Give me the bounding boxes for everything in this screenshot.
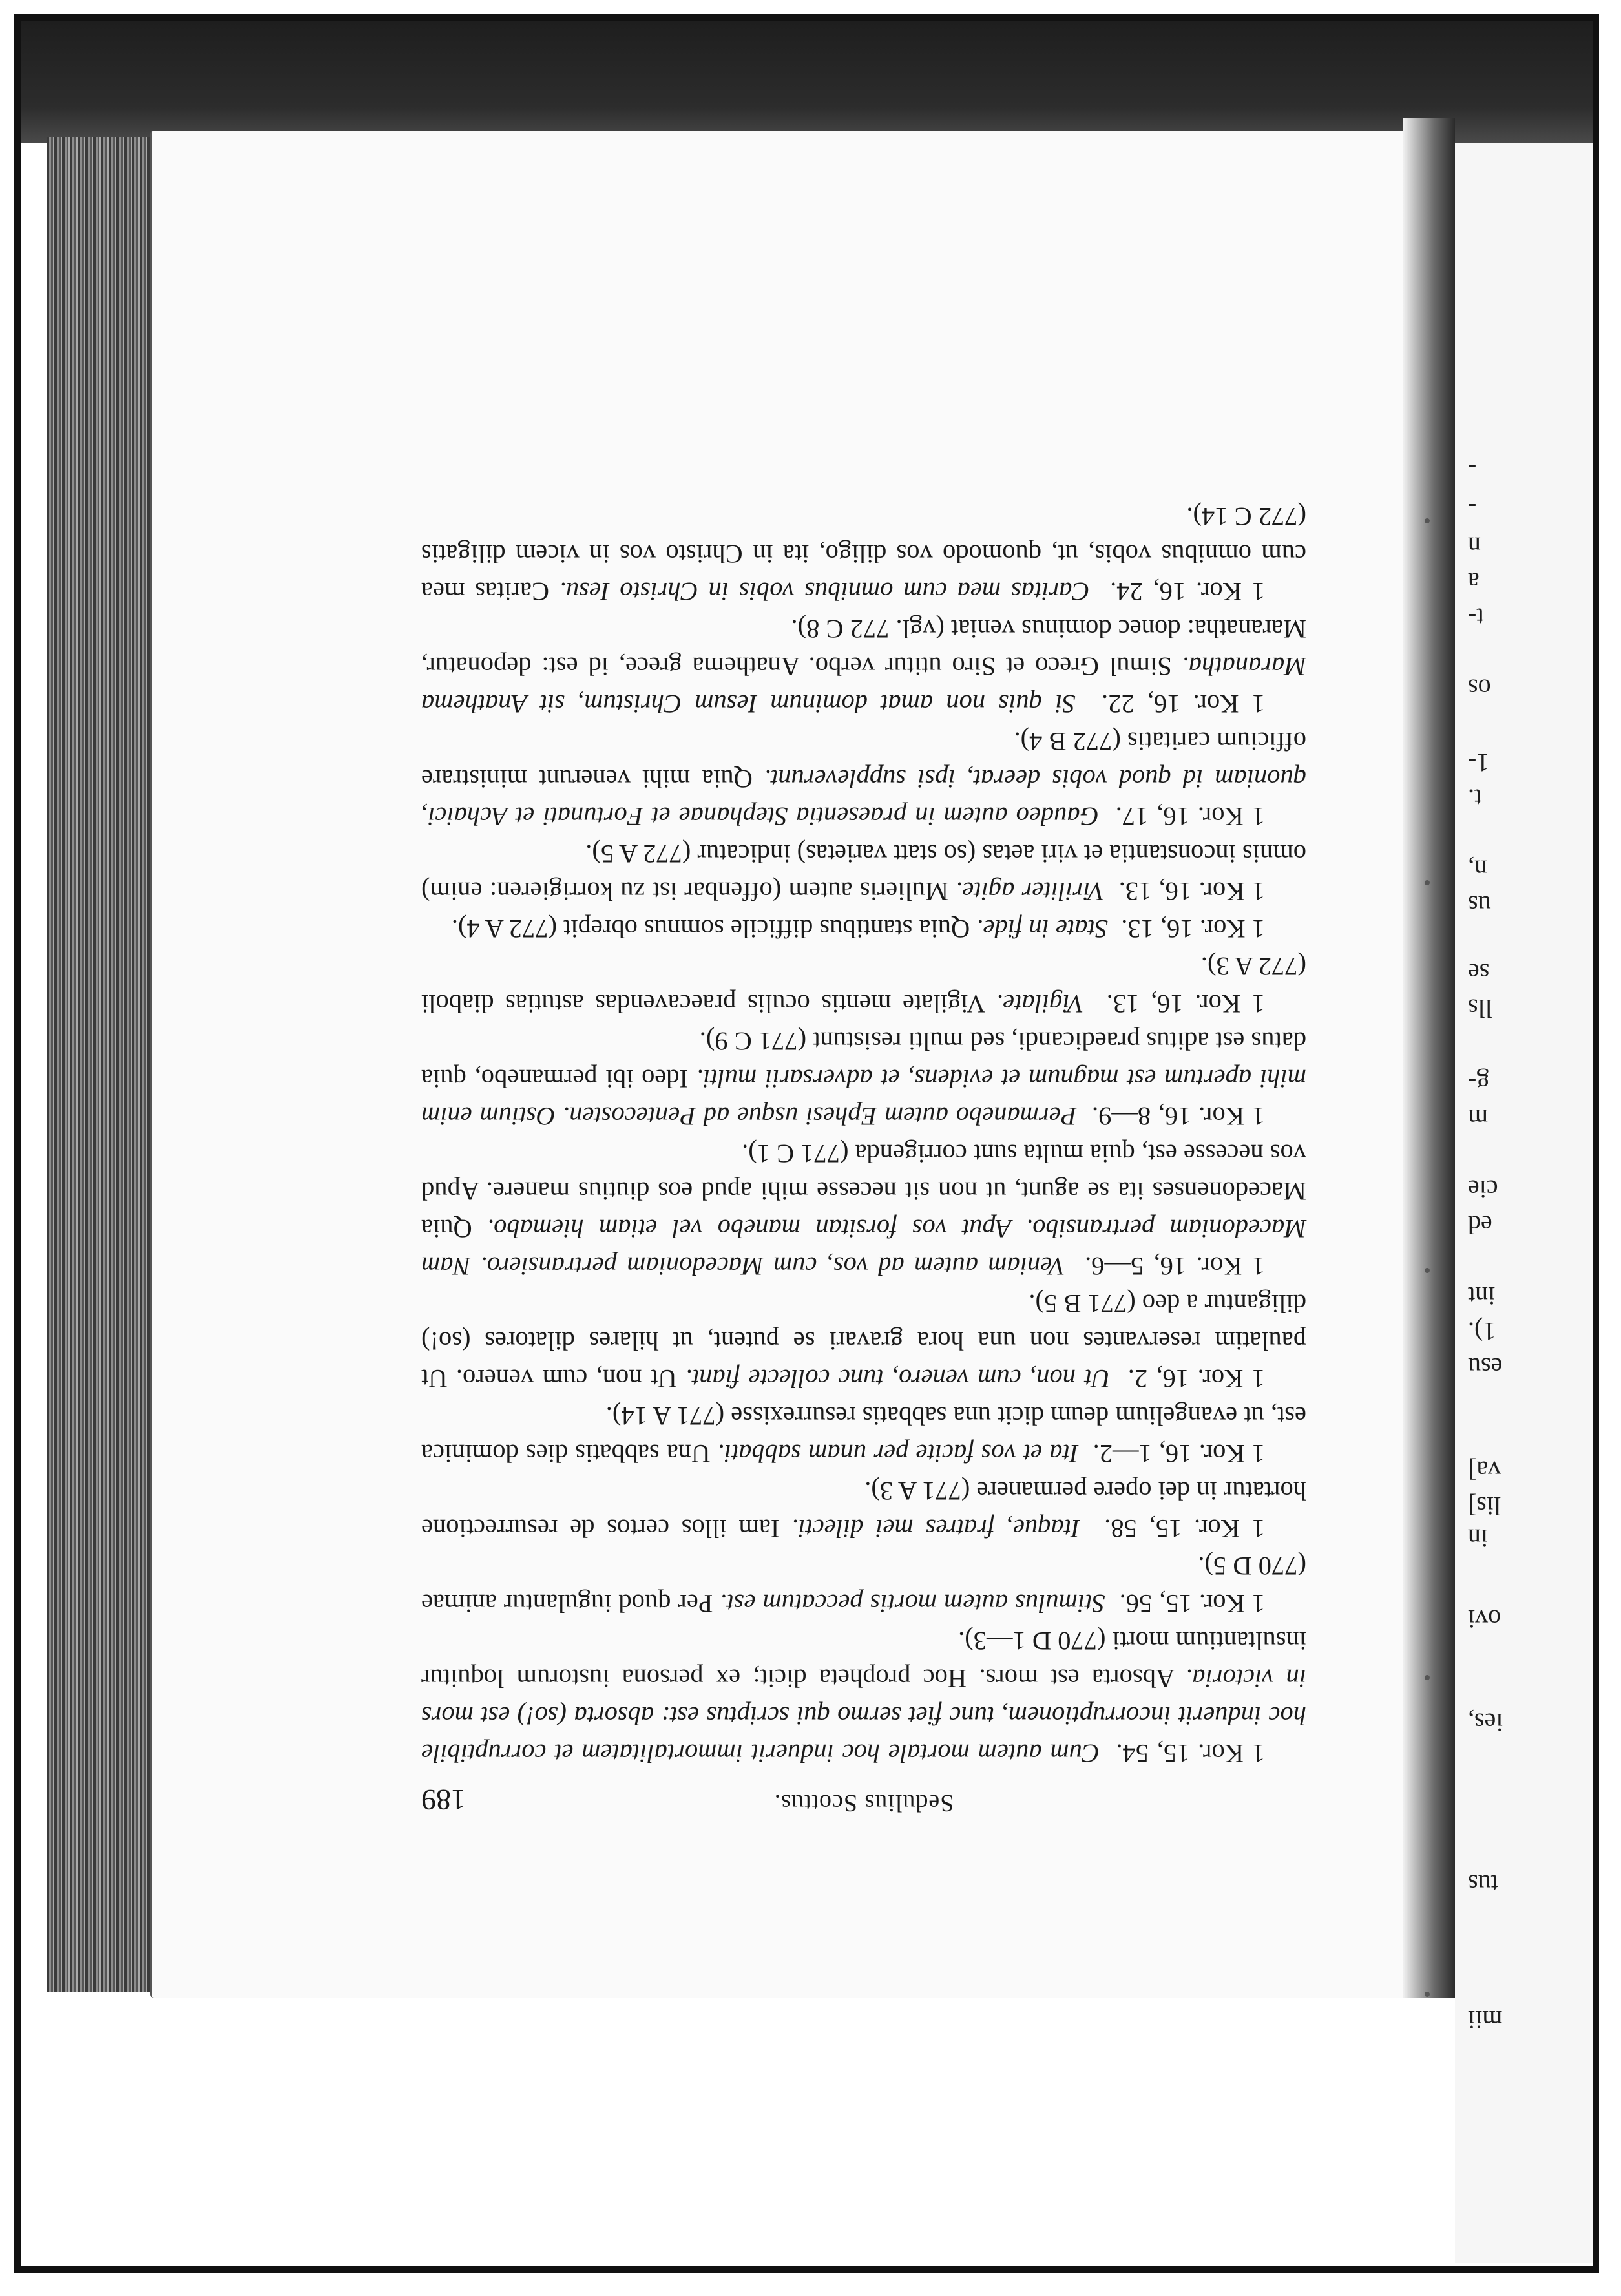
scan-backdrop xyxy=(21,21,1593,143)
fragment: se xyxy=(1468,958,1490,987)
gloss: Una sabbatis dies dominica est, ut evangelium deum dicit una sabbatis resurrexisse (771 A 14). xyxy=(421,1402,1306,1468)
gloss: Ut non, cum venero. Ut paulatim reservantes non una hora gravari se putent, ut hilares dilatores (so!) diligantur a deo (771 B 5). xyxy=(421,1289,1306,1393)
gutter-mark xyxy=(1425,880,1430,885)
commentary-entry xyxy=(421,1472,1306,1547)
lemma: Si quis non amat dominum Iesum Christum, sit Anathema Maranatha. xyxy=(421,652,1306,719)
commentary-entry xyxy=(421,610,1306,722)
running-head xyxy=(421,1772,1306,1817)
lemma: Cum autem mortale hoc induerit immortalitatem et corruptibile hoc induerit incorruptionem, tunc fiet sermo qui scriptus est: absorta (so!) est mors in victoria. xyxy=(421,1664,1306,1768)
commentary-entry xyxy=(421,910,1306,947)
gloss: Quia Macedonenses ita se agunt, ut non sit necesse mihi apud eos diutius manere. Apud vos necesse est, quia multa sunt corrigenda (771 C 1). xyxy=(421,1139,1306,1243)
commentary-entry xyxy=(421,835,1306,910)
fragment: tus xyxy=(1468,1869,1498,1899)
lemma: State in fide. xyxy=(976,914,1108,943)
fragment: t- xyxy=(1468,603,1484,632)
commentary-entry xyxy=(421,947,1306,1022)
fragment: lis] xyxy=(1468,1491,1501,1521)
verse-reference: 1 Kor. 16, 22. xyxy=(1101,690,1265,719)
commentary-entry xyxy=(421,1135,1306,1285)
fragment: os xyxy=(1468,674,1491,703)
fragment: va] xyxy=(1468,1456,1501,1485)
gloss: Per quod iugulantur animae (770 D 5). xyxy=(421,1552,1306,1618)
fragment: cie xyxy=(1468,1175,1498,1204)
verse-reference: 1 Kor. 16, 17. xyxy=(1115,802,1265,831)
commentary-entry xyxy=(421,1285,1306,1397)
gutter-mark xyxy=(1425,518,1430,523)
fragment: lls xyxy=(1468,994,1492,1023)
fragment: n, xyxy=(1468,855,1487,884)
scan-frame xyxy=(14,14,1599,2273)
verse-reference: 1 Kor. 16, 1—2. xyxy=(1093,1439,1265,1468)
lemma: Vigilate. xyxy=(996,989,1084,1018)
fragment: esu xyxy=(1468,1353,1503,1382)
gloss: Caritas mea cum omnibus vobis, ut, quomodo vos diligo, ita in Christo vos in vicem diligatis (772 C 14). xyxy=(421,502,1306,606)
fragment: n xyxy=(1468,532,1481,561)
gloss: Iam illos certos de resurrectione hortatur in dei opere permanere (771 A 3). xyxy=(421,1477,1306,1543)
fragment: 1- xyxy=(1468,748,1490,777)
lemma: Stimulus autem mortis peccatum est. xyxy=(720,1589,1105,1618)
fragment: m xyxy=(1468,1104,1489,1133)
verse-reference: 1 Kor. 16, 13. xyxy=(1118,877,1265,906)
lemma: Itaque, fratres mei dilecti. xyxy=(791,1514,1080,1543)
lemma: Caritas mea cum omnibus vobis in Christo Iesu. xyxy=(559,577,1090,606)
fragment: - xyxy=(1468,493,1477,522)
fragment: ed xyxy=(1468,1210,1492,1239)
verse-reference: 1 Kor. 16, 8—9. xyxy=(1091,1102,1265,1131)
commentary-entry xyxy=(421,722,1306,835)
fragment: int xyxy=(1468,1281,1496,1311)
fragment: mii xyxy=(1468,2005,1503,2034)
gloss: Absorta est mors. Hoc propheta dicit; ex persona iustorum loquitur insultantium morti (770 D 1—3). xyxy=(421,1627,1306,1693)
lemma: Gaudeo autem in praesentia Stephanae et Fortunati et Achaici, quoniam id quod vobis deerat, ipsi suppleverunt. xyxy=(421,764,1306,831)
fragment: g- xyxy=(1468,1068,1490,1097)
fragment: ies, xyxy=(1468,1708,1503,1737)
commentary-entry xyxy=(421,1622,1306,1772)
gutter-mark xyxy=(1425,1268,1430,1273)
gloss: Mulieris autem (offenbar ist zu korrigieren: enim) omnis inconstantia et viri aetas (so statt varietas) indicatur (772 A 5). xyxy=(421,839,1306,906)
gutter-mark xyxy=(1425,1992,1430,1997)
fragment: a xyxy=(1468,567,1480,596)
lemma: Ut non, cum venero, tunc collecte fiant. xyxy=(685,1364,1111,1393)
gloss: Vigilate mentis oculis praecavendas astutias diaboli (772 A 3). xyxy=(421,952,1306,1018)
verse-reference: 1 Kor. 16, 13. xyxy=(1106,989,1265,1018)
verse-reference: 1 Kor. 15, 58. xyxy=(1104,1514,1265,1543)
page-text-block xyxy=(421,408,1306,1817)
commentary-entry xyxy=(421,1397,1306,1472)
page-edge-stack xyxy=(47,137,152,1998)
fragment: t. xyxy=(1468,784,1482,813)
gutter-mark xyxy=(1425,1675,1430,1680)
fragment: - xyxy=(1468,454,1477,483)
gloss: Quia mihi venerunt ministrare officium caritatis (772 B 4). xyxy=(421,727,1306,794)
commentary-entry xyxy=(421,1547,1306,1622)
gloss: Ideo ibi permanebo, quia datus est aditus praedicandi, sed multi resistunt (771 C 9). xyxy=(421,1027,1306,1093)
commentary-entry xyxy=(421,1022,1306,1135)
fragment: us xyxy=(1468,890,1491,920)
lemma: Veniam autem ad vos, cum Macedoniam pertransiero. Nam Macedoniam pertransibo. Aput vos forsitan manebo vel etiam hiemabo. xyxy=(421,1214,1306,1281)
book-gutter xyxy=(1403,118,1455,1998)
verse-reference: 1 Kor. 16, 5—6. xyxy=(1085,1252,1265,1281)
fragment: ovi xyxy=(1468,1605,1501,1634)
fragment: 1). xyxy=(1468,1317,1496,1346)
gloss: Quia stantibus difficile somnus obrepit (772 A 4). xyxy=(451,914,970,943)
verse-reference: 1 Kor. 16, 24. xyxy=(1110,577,1265,606)
commentary-entry xyxy=(421,498,1306,610)
running-head-title: Sedulius Scottus. xyxy=(773,1789,954,1817)
lemma: Ita et vos facite per unam sabbati. xyxy=(717,1439,1079,1468)
facing-page xyxy=(1455,143,1599,2263)
scan-margin xyxy=(47,1992,1436,2263)
page-number: 189 xyxy=(421,1784,466,1817)
gloss: Simul Greco et Siro utitur verbo. Anathema grece, id est: deponatur, Maranatha: donec dominus veniat (vgl. 772 C 8). xyxy=(421,615,1306,681)
verse-reference: 1 Kor. 15, 54. xyxy=(1116,1739,1265,1768)
lemma: Viriliter agite. xyxy=(956,877,1105,906)
verse-reference: 1 Kor. 16, 13. xyxy=(1121,914,1265,943)
verse-reference: 1 Kor. 15, 56. xyxy=(1119,1589,1265,1618)
lemma: Permanebo autem Ephesi usque ad Pentecosten. Ostium enim mihi apertum est magnum et evidens, et adversarii multi. xyxy=(421,1064,1306,1131)
fragment: in xyxy=(1468,1524,1489,1553)
verse-reference: 1 Kor. 16, 2. xyxy=(1127,1364,1265,1393)
